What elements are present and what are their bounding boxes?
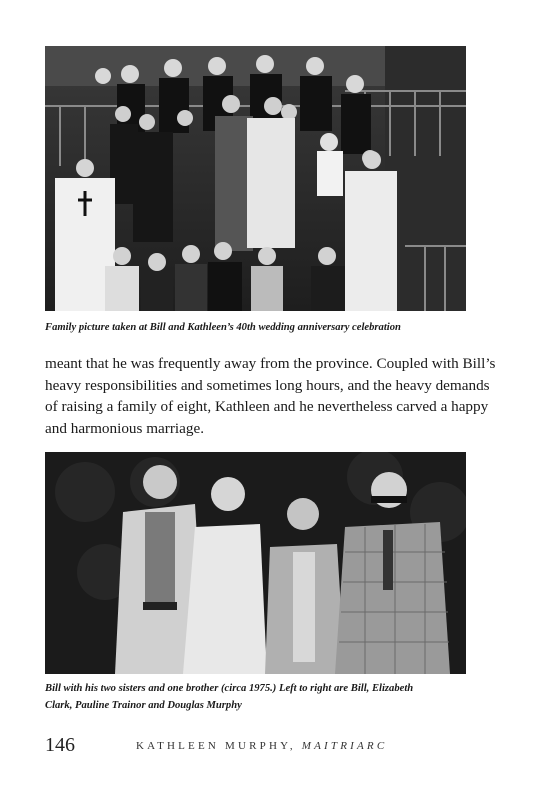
bottom-photo-caption — [45, 680, 475, 714]
caption-line: Bill with his two sisters and one brother (circa 1975.) Left to right are Bill, Elizabeth — [45, 683, 414, 694]
page-number: 146 — [45, 734, 75, 756]
top-photo-caption: Family picture taken at Bill and Kathleen’s 40th wedding anniversary celebration — [45, 322, 401, 333]
family-anniversary-photo — [45, 46, 466, 311]
body-line: of raising a family of eight, Kathleen and he nevertheless carved a happy — [45, 398, 489, 415]
running-head — [136, 740, 387, 752]
running-head-title: MAITRIARC — [301, 740, 388, 752]
caption-line: Clark, Pauline Trainor and Douglas Murphy — [45, 700, 242, 711]
body-paragraph — [45, 353, 496, 439]
body-line: heavy responsibilities and sometimes long hours, and the heavy demands — [45, 376, 490, 394]
body-line: and harmonious marriage. — [45, 419, 204, 437]
body-line: meant that he was frequently away from the province. Coupled with Bill’s — [45, 355, 496, 372]
running-head-author: KATHLEEN MURPHY, — [136, 740, 296, 752]
siblings-photo — [45, 452, 466, 674]
